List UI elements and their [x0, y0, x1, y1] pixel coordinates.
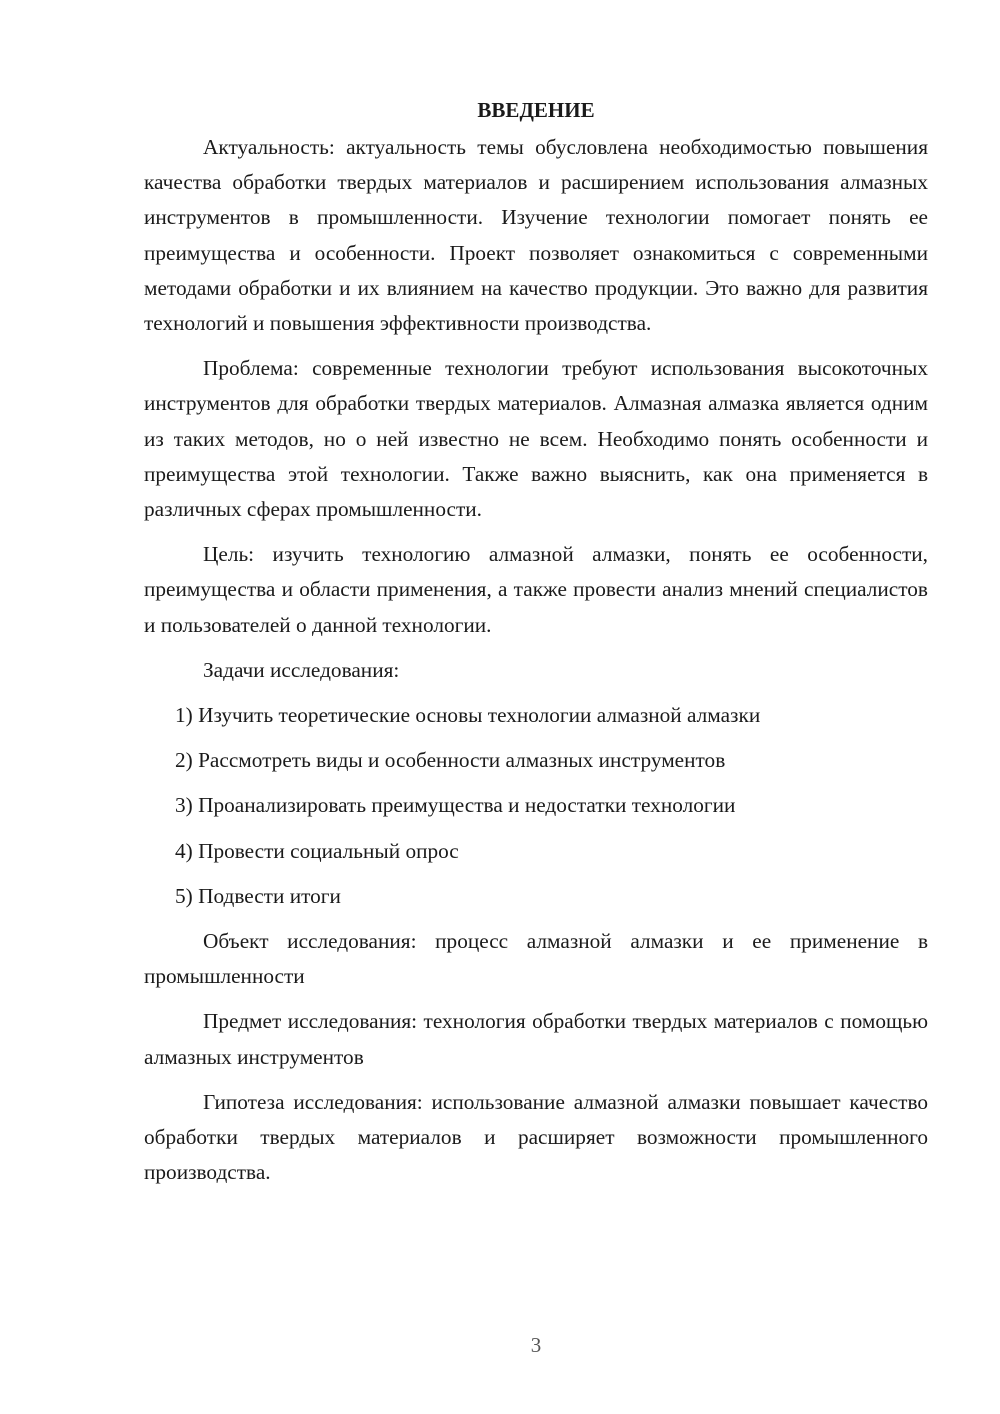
document-page [144, 92, 928, 1200]
subject-paragraph: Предмет исследования: технология обработки твердых материалов с помощью алмазных инструментов [144, 1009, 928, 1069]
task-item: 3) Проанализировать преимущества и недостатки технологии [175, 793, 736, 818]
task-item: 5) Подвести итоги [175, 883, 341, 908]
task-list [144, 698, 928, 914]
problem-paragraph: Проблема: современные технологии требуют использования высокоточных инструментов для обработки твердых материалов. Алмазная алмазка является одним из таких методов, но о ней известно не всем. Необходимо понять особенности и преимущества этой технологии. Также важно выяснить, как она применяется в различных сферах промышленности. [144, 356, 928, 522]
page-number: 3 [530, 1333, 542, 1357]
object-paragraph: Объект исследования: процесс алмазной алмазки и ее применение в промышленности [144, 929, 928, 989]
relevance-paragraph: Актуальность: актуальность темы обусловлена необходимостью повышения качества обработки твердых материалов и расширением использования алмазных инструментов в промышленности. Изучение технологии помогает понять ее преимущества и особенности. Проект позволяет ознакомиться с современными методами обработки и их влиянием на качество продукции. Это важно для развития технологий и повышения эффективности производства. [144, 135, 928, 336]
task-item: 4) Провести социальный опрос [175, 838, 459, 863]
tasks-heading: Задачи исследования: [203, 657, 400, 682]
hypothesis-paragraph: Гипотеза исследования: использование алмазной алмазки повышает качество обработки твердых материалов и расширяет возможности промышленного производства. [144, 1089, 928, 1185]
page-title: ВВЕДЕНИЕ [477, 98, 595, 122]
task-item: 2) Рассмотреть виды и особенности алмазных инструментов [175, 748, 726, 773]
task-item: 1) Изучить теоретические основы технологии алмазной алмазки [175, 703, 761, 728]
goal-paragraph: Цель: изучить технологию алмазной алмазки, понять ее особенности, преимущества и области применения, а также провести анализ мнений специалистов и пользователей о данной технологии. [144, 542, 928, 637]
